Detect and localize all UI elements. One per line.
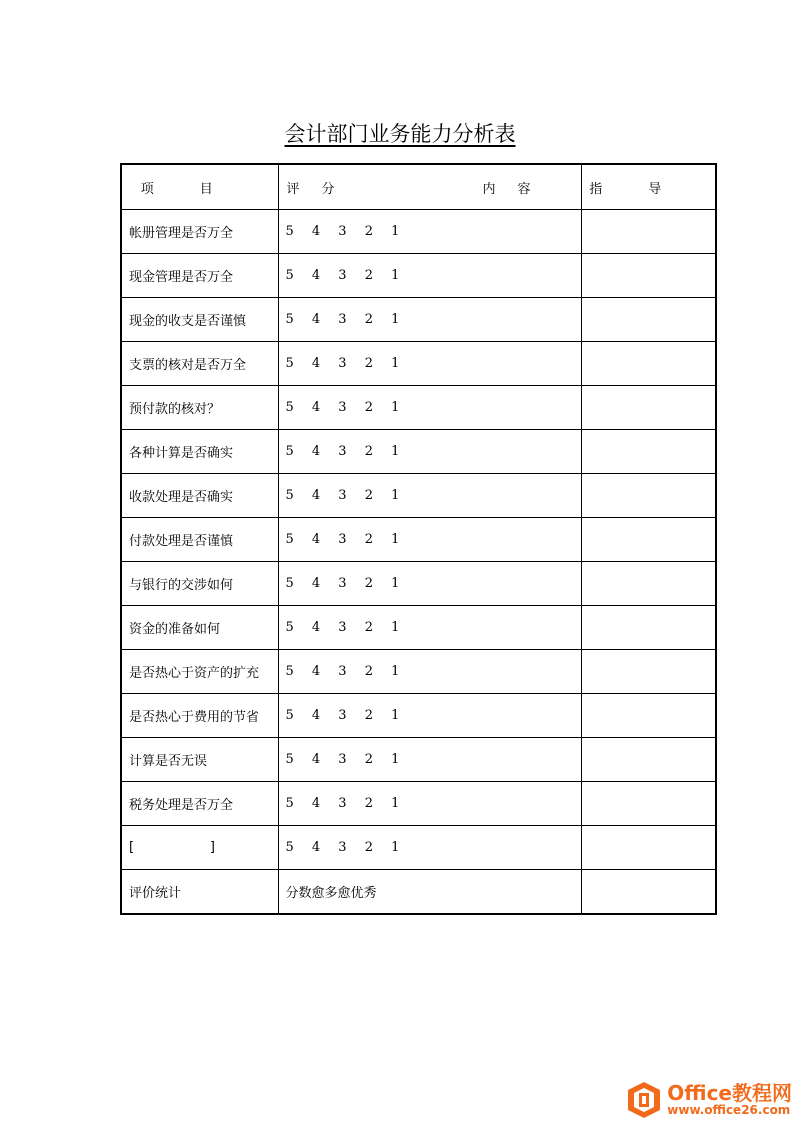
blank-item-cell[interactable] (121, 826, 278, 870)
table-row (121, 254, 716, 298)
summary-label: 评价统计 (121, 870, 278, 915)
table-row (121, 738, 716, 782)
row-guide[interactable] (581, 650, 716, 694)
row-score: 5 4 3 2 1 (278, 738, 581, 782)
row-item: 与银行的交涉如何 (121, 562, 278, 606)
row-item: 支票的核对是否万全 (121, 342, 278, 386)
header-guide (581, 164, 716, 210)
row-item: 是否热心于资产的扩充 (121, 650, 278, 694)
header-item (121, 164, 278, 210)
row-guide[interactable] (581, 342, 716, 386)
row-guide[interactable] (581, 694, 716, 738)
row-guide[interactable] (581, 738, 716, 782)
row-score: 5 4 3 2 1 (278, 386, 581, 430)
analysis-table (120, 163, 717, 915)
row-item: 税务处理是否万全 (121, 782, 278, 826)
row-score: 5 4 3 2 1 (278, 254, 581, 298)
row-score: 5 4 3 2 1 (278, 694, 581, 738)
row-score: 5 4 3 2 1 (278, 474, 581, 518)
header-item-label: 项目 (140, 181, 259, 197)
row-guide[interactable] (581, 254, 716, 298)
table-row (121, 650, 716, 694)
table-row (121, 298, 716, 342)
row-score: 5 4 3 2 1 (278, 430, 581, 474)
watermark-name: Office教程网 (667, 1081, 792, 1106)
row-score: 5 4 3 2 1 (278, 782, 581, 826)
row-guide[interactable] (581, 826, 716, 870)
table-summary-row (121, 870, 716, 915)
row-guide[interactable] (581, 386, 716, 430)
row-item: 现金的收支是否谨慎 (121, 298, 278, 342)
row-score: 5 4 3 2 1 (278, 342, 581, 386)
header-score-content (278, 164, 581, 210)
header-guide-label: 指导 (589, 181, 708, 197)
close-bracket: ] (209, 840, 215, 855)
row-item: 帐册管理是否万全 (121, 210, 278, 254)
table-row (121, 430, 716, 474)
row-score: 5 4 3 2 1 (278, 518, 581, 562)
row-score: 5 4 3 2 1 (278, 650, 581, 694)
row-guide[interactable] (581, 782, 716, 826)
row-item: 预付款的核对？ (121, 386, 278, 430)
row-item: 付款处理是否谨慎 (121, 518, 278, 562)
header-score-label: 评分 (286, 181, 357, 197)
table-row-blank (121, 826, 716, 870)
summary-guide[interactable] (581, 870, 716, 915)
row-item: 现金管理是否万全 (121, 254, 278, 298)
table-header-row (121, 164, 716, 210)
row-guide[interactable] (581, 210, 716, 254)
row-guide[interactable] (581, 474, 716, 518)
row-score: 5 4 3 2 1 (278, 210, 581, 254)
table-row (121, 210, 716, 254)
row-item: 资金的准备如何 (121, 606, 278, 650)
header-content-label: 内容 (482, 181, 553, 197)
row-score: 5 4 3 2 1 (278, 606, 581, 650)
row-item: 计算是否无误 (121, 738, 278, 782)
row-item: 各种计算是否确实 (121, 430, 278, 474)
table-row (121, 342, 716, 386)
row-guide[interactable] (581, 518, 716, 562)
row-score: 5 4 3 2 1 (278, 298, 581, 342)
row-guide[interactable] (581, 298, 716, 342)
page-title: 会计部门业务能力分析表 (284, 122, 516, 146)
row-score: 5 4 3 2 1 (278, 562, 581, 606)
open-bracket: [ (129, 840, 135, 855)
table-row (121, 518, 716, 562)
row-guide[interactable] (581, 606, 716, 650)
table-row (121, 386, 716, 430)
table-row (121, 694, 716, 738)
row-item: 收款处理是否确实 (121, 474, 278, 518)
office-logo-icon (627, 1081, 661, 1119)
row-guide[interactable] (581, 562, 716, 606)
watermark (627, 1081, 792, 1119)
summary-text: 分数愈多愈优秀 (278, 870, 581, 915)
watermark-url: www.office26.com (667, 1103, 791, 1118)
row-score: 5 4 3 2 1 (278, 826, 581, 870)
row-guide[interactable] (581, 430, 716, 474)
row-item: 是否热心于费用的节省 (121, 694, 278, 738)
table-row (121, 474, 716, 518)
table-row (121, 562, 716, 606)
table-row (121, 782, 716, 826)
table-row (121, 606, 716, 650)
